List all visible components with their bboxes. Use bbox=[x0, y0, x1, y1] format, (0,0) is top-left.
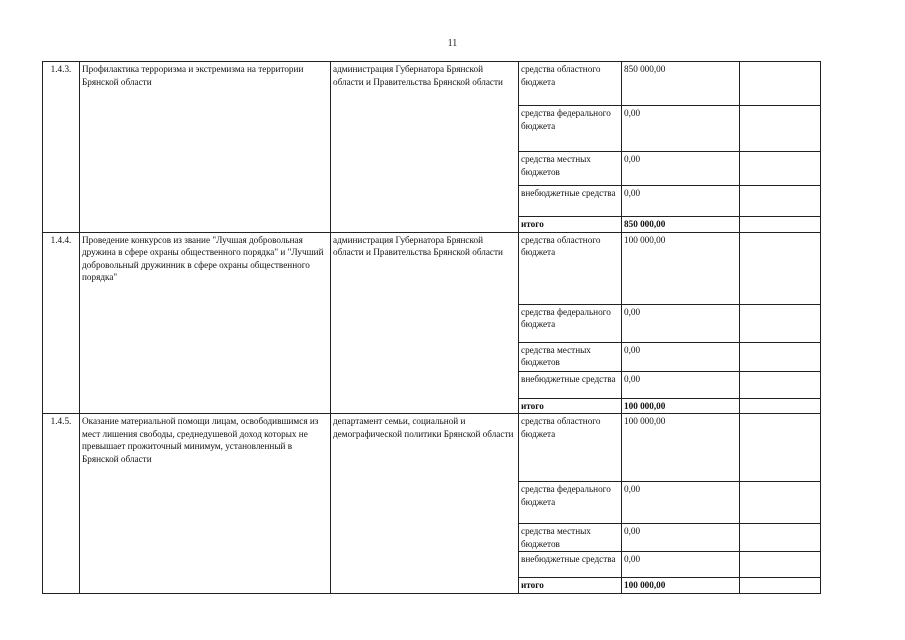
funding-source: средства местных бюджетов bbox=[519, 342, 622, 371]
executor: департамент семьи, социальной и демографической политики Брянской области bbox=[331, 414, 519, 594]
empty-cell bbox=[740, 62, 821, 106]
total-amount: 100 000,00 bbox=[622, 578, 740, 594]
empty-cell bbox=[740, 186, 821, 217]
measure-title: Проведение конкурсов из звание "Лучшая добровольная дружина в сфере охраны общественного порядка" и "Лучший добровольный дружинник в сфере охраны общественного порядка" bbox=[80, 232, 331, 414]
funding-amount: 100 000,00 bbox=[622, 414, 740, 482]
funding-source: средства областного бюджета bbox=[519, 414, 622, 482]
table-row bbox=[43, 414, 821, 482]
page-number: 11 bbox=[447, 38, 458, 49]
funding-amount: 0,00 bbox=[622, 186, 740, 217]
row-number: 1.4.4. bbox=[43, 232, 80, 414]
funding-source: внебюджетные средства bbox=[519, 371, 622, 398]
table-row bbox=[43, 62, 821, 106]
funding-source: средства областного бюджета bbox=[519, 62, 622, 106]
total-label: итого bbox=[519, 217, 622, 233]
measure-title: Оказание материальной помощи лицам, освободившимся из мест лишения свободы, среднедушевой доход которых не превышает прожиточный минимум, установленный в Брянской области bbox=[80, 414, 331, 594]
executor: администрация Губернатора Брянской области и Правительства Брянской области bbox=[331, 62, 519, 233]
empty-cell bbox=[740, 552, 821, 578]
funding-amount: 0,00 bbox=[622, 342, 740, 371]
funding-source: средства федерального бюджета bbox=[519, 106, 622, 152]
funding-source: средства местных бюджетов bbox=[519, 152, 622, 186]
funding-source: средства областного бюджета bbox=[519, 232, 622, 304]
total-amount: 850 000,00 bbox=[622, 217, 740, 233]
empty-cell bbox=[740, 482, 821, 524]
funding-source: внебюджетные средства bbox=[519, 186, 622, 217]
empty-cell bbox=[740, 371, 821, 398]
total-label: итого bbox=[519, 398, 622, 414]
funding-source: средства федерального бюджета bbox=[519, 482, 622, 524]
empty-cell bbox=[740, 152, 821, 186]
funding-amount: 850 000,00 bbox=[622, 62, 740, 106]
empty-cell bbox=[740, 106, 821, 152]
funding-amount: 0,00 bbox=[622, 524, 740, 552]
budget-table bbox=[42, 61, 821, 594]
empty-cell bbox=[740, 232, 821, 304]
funding-amount: 0,00 bbox=[622, 552, 740, 578]
empty-cell bbox=[740, 414, 821, 482]
executor: администрация Губернатора Брянской области и Правительства Брянской области bbox=[331, 232, 519, 414]
empty-cell bbox=[740, 217, 821, 233]
row-number: 1.4.5. bbox=[43, 414, 80, 594]
funding-source: внебюджетные средства bbox=[519, 552, 622, 578]
empty-cell bbox=[740, 342, 821, 371]
total-amount: 100 000,00 bbox=[622, 398, 740, 414]
total-label: итого bbox=[519, 578, 622, 594]
empty-cell bbox=[740, 524, 821, 552]
funding-amount: 0,00 bbox=[622, 482, 740, 524]
funding-amount: 100 000,00 bbox=[622, 232, 740, 304]
row-number: 1.4.3. bbox=[43, 62, 80, 233]
empty-cell bbox=[740, 578, 821, 594]
measure-title: Профилактика терроризма и экстремизма на территории Брянской области bbox=[80, 62, 331, 233]
table-row bbox=[43, 232, 821, 304]
funding-amount: 0,00 bbox=[622, 106, 740, 152]
funding-source: средства местных бюджетов bbox=[519, 524, 622, 552]
funding-source: средства федерального бюджета bbox=[519, 304, 622, 342]
funding-amount: 0,00 bbox=[622, 371, 740, 398]
funding-amount: 0,00 bbox=[622, 304, 740, 342]
empty-cell bbox=[740, 304, 821, 342]
empty-cell bbox=[740, 398, 821, 414]
funding-amount: 0,00 bbox=[622, 152, 740, 186]
